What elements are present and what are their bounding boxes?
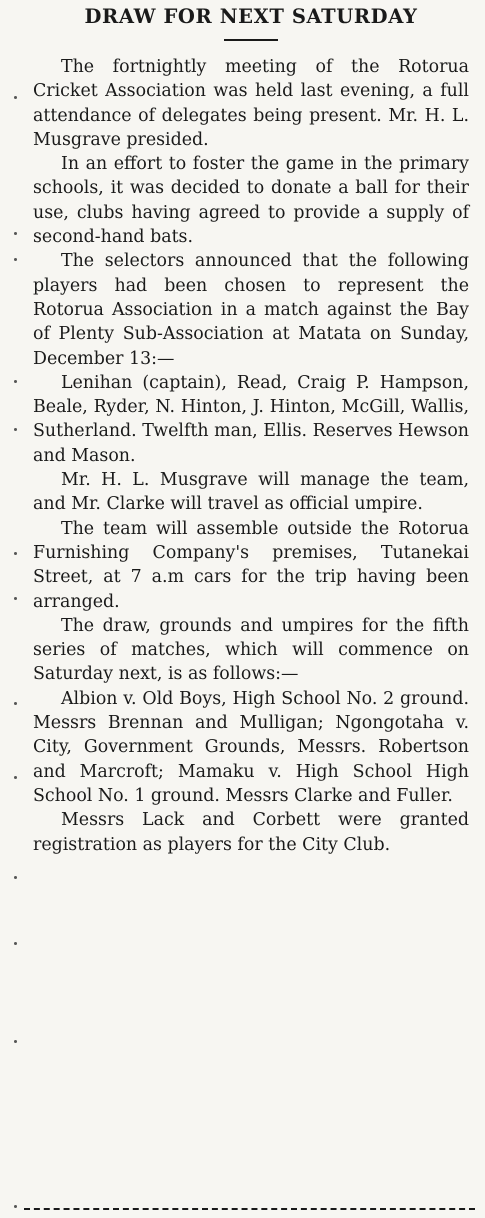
headline-divider	[224, 39, 278, 41]
paragraph-primary-schools: In an effort to foster the game in the primary schools, it was decided to donate a ball for their use, clubs having agreed to provide a supply of second-hand bats.	[33, 154, 469, 248]
paragraph-registration: Messrs Lack and Corbett were granted registration as players for the City Club.	[33, 810, 469, 855]
paragraph-team-list: Lenihan (captain), Read, Craig P. Hampson, Beale, Ryder, N. Hinton, J. Hinton, McGill, Wallis, Sutherland. Twelfth man, Ellis. Reserves Hewson and Mason.	[33, 372, 469, 466]
paragraph-draw-details: Albion v. Old Boys, High School No. 2 ground. Messrs Brennan and Mulligan; Ngongotaha v. City, Government Grounds, Messrs. Robertson and Marcroft; Mamaku v. High School High School No. 1 ground. Messrs Clarke and Fuller.	[33, 688, 469, 806]
headline: DRAW FOR NEXT SATURDAY	[84, 5, 418, 28]
bottom-dashed-rule	[24, 1208, 475, 1210]
margin-specks	[14, 0, 28, 1218]
paragraph-selectors: The selectors announced that the following players had been chosen to represent the Rotorua Association in a match against the Bay of Plenty Sub-Association at Matata on Sunday, December 13:—	[33, 251, 469, 369]
paragraph-assembly: The team will assemble outside the Rotorua Furnishing Company's premises, Tutanekai Street, at 7 a.m cars for the trip having been arranged.	[33, 518, 469, 612]
paragraph-meeting: The fortnightly meeting of the Rotorua Cricket Association was held last evening, a full attendance of delegates being present. Mr. H. L. Musgrave presided.	[33, 57, 469, 150]
paragraph-manager: Mr. H. L. Musgrave will manage the team, and Mr. Clarke will travel as official umpire.	[33, 470, 469, 515]
paragraph-draw-intro: The draw, grounds and umpires for the fifth series of matches, which will commence on Saturday next, is as follows:—	[33, 615, 469, 685]
